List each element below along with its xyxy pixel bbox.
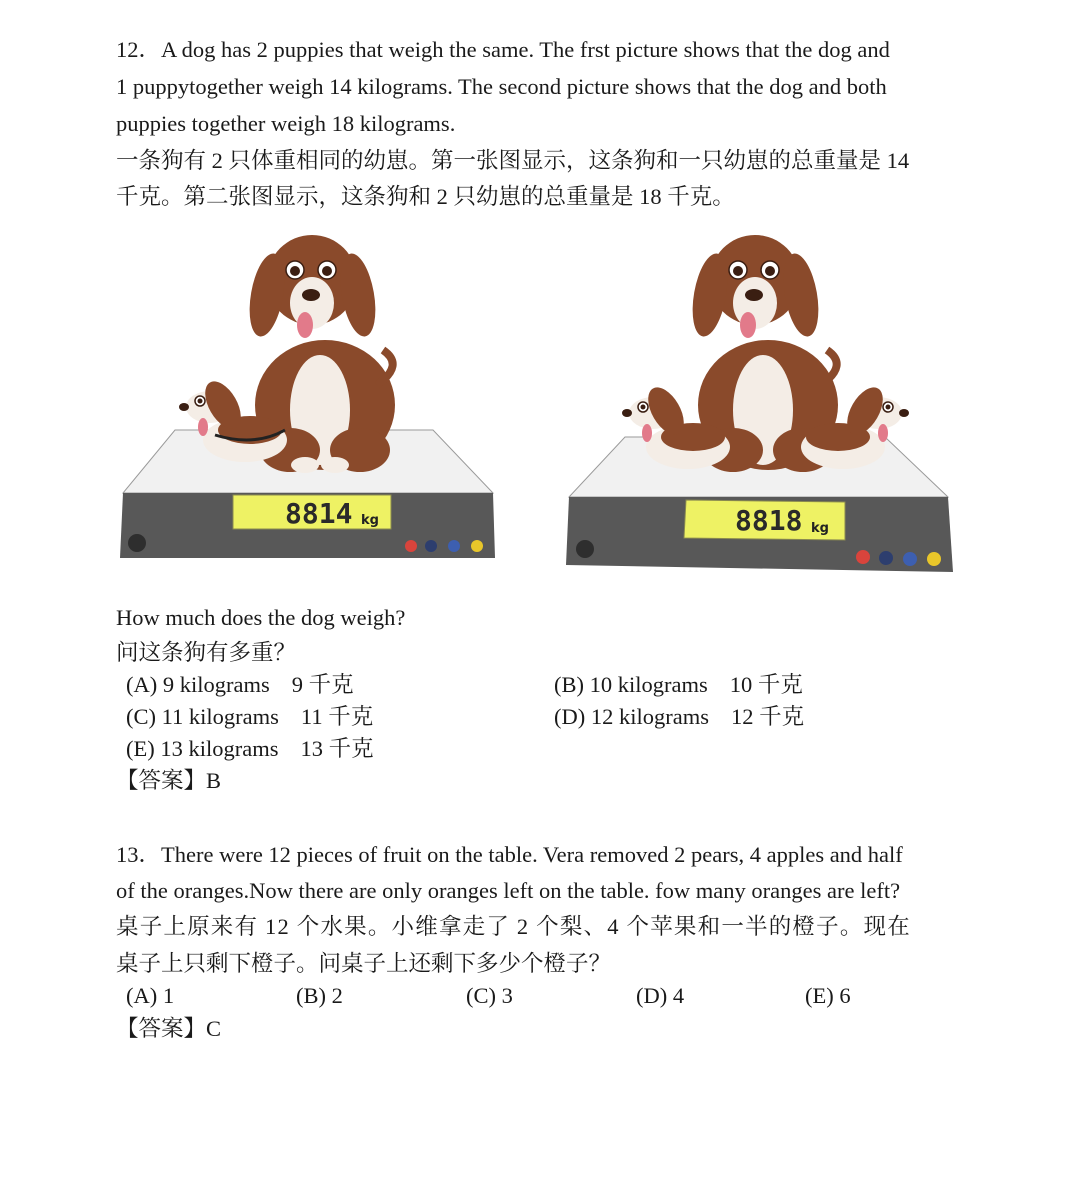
scale-figure-1 bbox=[115, 225, 505, 565]
yellow-dot-icon bbox=[927, 552, 941, 566]
q13-option-e[interactable]: (E) 6 bbox=[805, 983, 851, 1008]
scale-button-icon bbox=[576, 540, 594, 558]
q12-en-line-2: 1 puppytogether weigh 14 kilograms. The second picture shows that the dog and both bbox=[116, 74, 887, 99]
q12-en-line-3: puppies together weigh 18 kilograms. bbox=[116, 111, 456, 136]
blue-dot-icon bbox=[903, 552, 917, 566]
scale-reading: 8814 bbox=[285, 497, 353, 530]
red-dot-icon bbox=[856, 550, 870, 564]
q12-option-a[interactable]: (A) 9 kilograms 9 千克 bbox=[126, 672, 354, 697]
q12-answer: 【答案】B bbox=[116, 768, 222, 793]
q12-zh-line-2: 千克。第二张图显示，这条狗和 2 只幼崽的总重量是 18 千克。 bbox=[116, 184, 735, 209]
q12-question-zh: 问这条狗有多重？ bbox=[116, 640, 297, 665]
q13-option-b[interactable]: (B) 2 bbox=[296, 983, 343, 1008]
scale-unit: kg bbox=[811, 521, 829, 536]
scale-button-icon bbox=[128, 534, 146, 552]
q12-option-e[interactable]: (E) 13 kilograms 13 千克 bbox=[126, 736, 374, 761]
scale-figure-2 bbox=[563, 225, 958, 577]
red-dot-icon bbox=[405, 540, 417, 552]
q13-zh-line-1: 桌子上原来有 12 个水果。小维拿走了 2 个梨、4 个苹果和一半的橙子。现在 bbox=[116, 914, 911, 939]
q13-zh-line-2: 桌子上只剩下橙子。问桌子上还剩下多少个橙子？ bbox=[116, 951, 612, 976]
q13-option-c[interactable]: (C) 3 bbox=[466, 983, 513, 1008]
q13-answer: 【答案】C bbox=[116, 1016, 222, 1041]
scale-reading: 8818 bbox=[735, 504, 803, 537]
q12-option-d[interactable]: (D) 12 kilograms 12 千克 bbox=[554, 704, 805, 729]
q12-option-c[interactable]: (C) 11 kilograms 11 千克 bbox=[126, 704, 374, 729]
navy-dot-icon bbox=[425, 540, 437, 552]
q12-option-b[interactable]: (B) 10 kilograms 10 千克 bbox=[554, 672, 803, 697]
q12-zh-line-1: 一条狗有 2 只体重相同的幼崽。第一张图显示，这条狗和一只幼崽的总重量是 14 bbox=[116, 148, 910, 173]
q13-option-d[interactable]: (D) 4 bbox=[636, 983, 685, 1008]
q13-en-line-2: of the oranges.Now there are only oranges left on the table. fow many oranges are left? bbox=[116, 878, 901, 903]
q13-en-line-1: 13．There were 12 pieces of fruit on the table. Vera removed 2 pears, 4 apples and half bbox=[116, 842, 903, 867]
q12-en-line-1: 12．A dog has 2 puppies that weigh the same. The frst picture shows that the dog and bbox=[116, 37, 890, 62]
scale-unit: kg bbox=[361, 513, 379, 528]
q13-option-a[interactable]: (A) 1 bbox=[126, 983, 175, 1008]
navy-dot-icon bbox=[879, 551, 893, 565]
q12-question-en: How much does the dog weigh? bbox=[116, 605, 406, 630]
blue-dot-icon bbox=[448, 540, 460, 552]
yellow-dot-icon bbox=[471, 540, 483, 552]
